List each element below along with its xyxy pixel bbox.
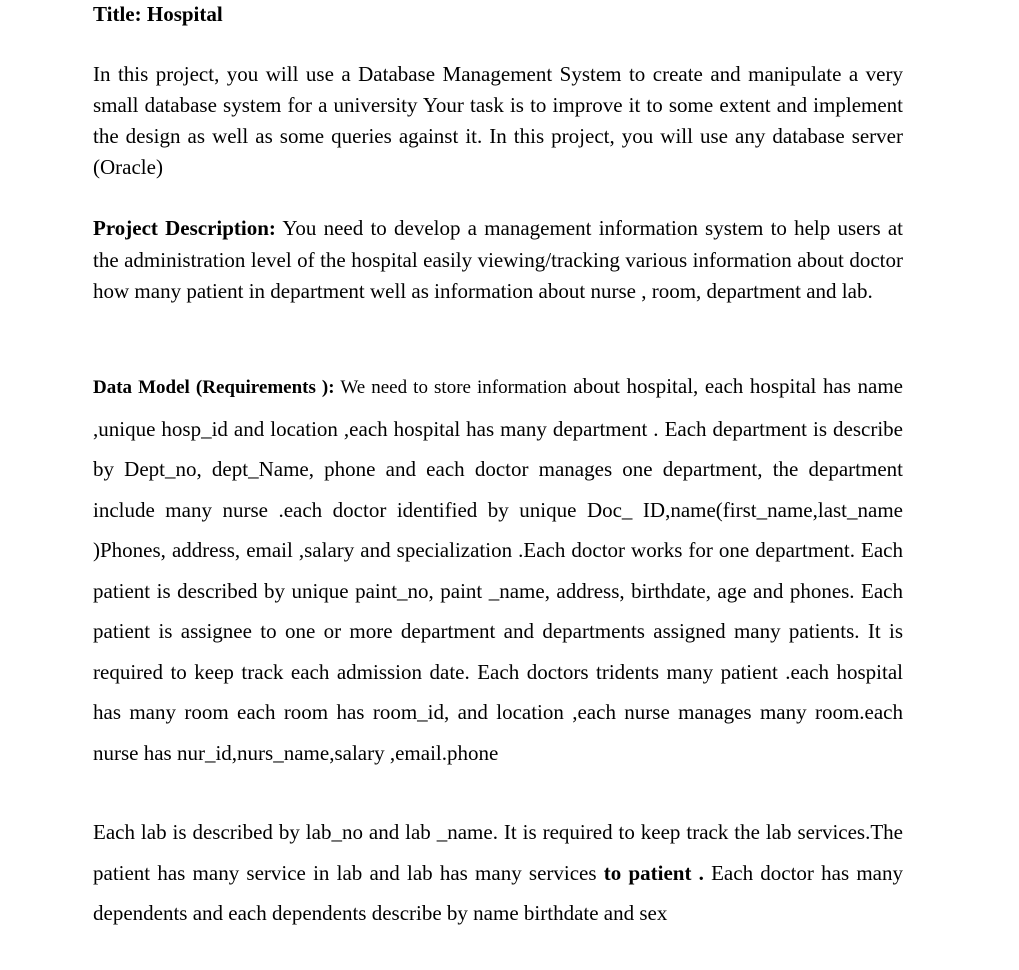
data-model-text: about hospital, each hospital has name ,unique hosp_id and location ,each hospital has many department . Each department is describe by Dept_no, dept_Name, phone and each doctor manages one department, the department include many nurse .each doctor identified by unique Doc_ ID,name(first_name,last_name )Phones, address, email ,salary and specialization .Each doctor works for one department. Each patient is described by unique paint_no, paint _name, address, birthdate, age and phones. Each patient is assignee to one or more department and departments assigned many patients. It is required to keep track each admission date. Each doctors tridents many patient .each hospital has many room each room has room_id, and location ,each nurse manages many room.each nurse has nur_id,nurs_name,salary ,email.phone — [93, 374, 903, 765]
project-description-label: Project Description: — [93, 216, 276, 240]
data-model-paragraph — [93, 366, 903, 773]
data-model-label: Data Model (Requirements ): — [93, 377, 335, 398]
lab-text-after: Each doctor has many dependents and each dependents describe by name birthdate and sex — [93, 860, 903, 925]
project-description-paragraph — [93, 213, 903, 308]
data-model-lead: We need to store information — [334, 377, 567, 398]
lab-text: Each lab is described by lab_no and lab _name. It is required to keep track the lab services.The patient has many service in lab and lab has many services — [93, 820, 903, 885]
lab-bold-tail: to patient . — [603, 860, 704, 885]
document-title: Title: Hospital — [93, 2, 223, 26]
lab-paragraph — [93, 812, 903, 934]
intro-paragraph: In this project, you will use a Database Management System to create and manipulate a very small database system for a university Your task is to improve it to some extent and implement the design as well as some queries against it. In this project, you will use any database server (Oracle) — [93, 62, 903, 179]
project-description-text: You need to develop a management information system to help users at the administration level of the hospital easily viewing/tracking various information about doctor how many patient in department well as information about nurse , room, department and lab. — [93, 216, 903, 303]
